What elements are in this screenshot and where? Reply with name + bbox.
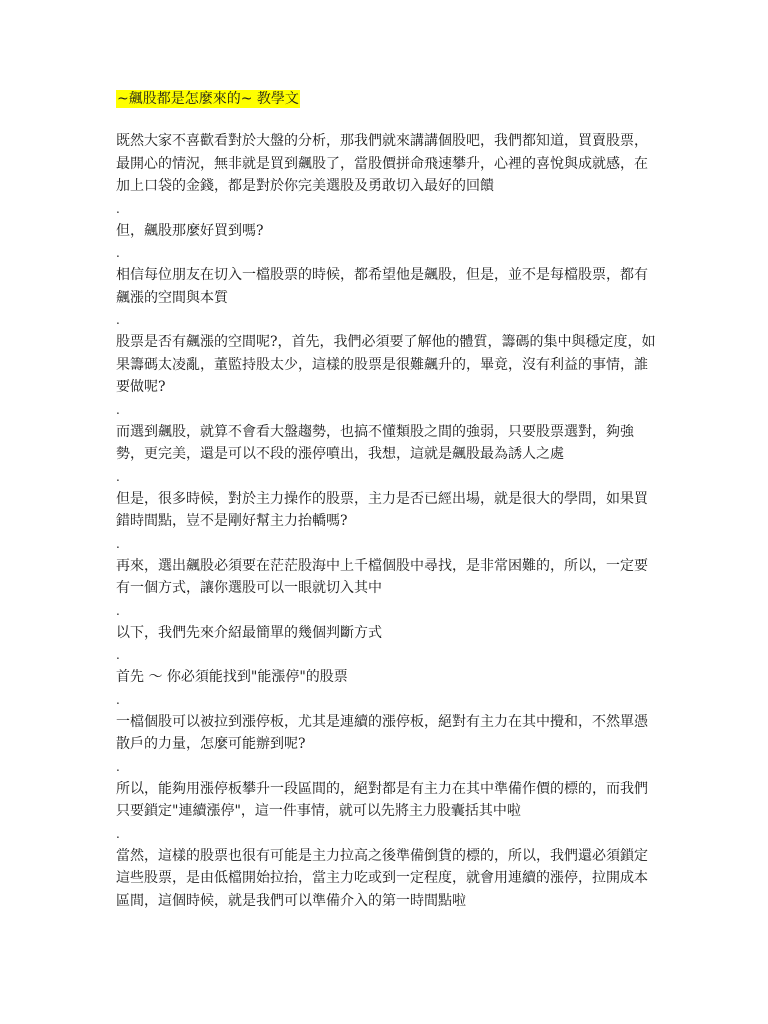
paragraph-1: 既然大家不喜歡看對於大盤的分析，那我們就來講講個股吧，我們都知道，買賣股票，最開心的情況，無非就是買到飆股了，當股價拼命飛速攀升，心裡的喜悅與成就感，在加上口袋的金錢，都是對於你完美選股及勇敢切入最好的回饋 [116,133,648,194]
paragraph-8: 以下，我們先來介紹最簡單的幾個判斷方式 [116,624,382,641]
document-title: ~飆股都是怎麼來的~ 教學文 [117,91,299,107]
paragraph-7: 再來，選出飆股必須要在茫茫股海中上千檔個股中尋找，是非常困難的，所以，一定要有一個方式，讓你選股可以一眼就切入其中 [116,557,648,596]
paragraph-separator: . [116,201,120,216]
paragraph-separator: . [116,826,120,841]
paragraph-9: 首先 ～ 你必須能找到"能漲停"的股票 [116,669,348,685]
paragraph-12: 當然，這樣的股票也很有可能是主力拉高之後準備倒貨的標的，所以，我們還必須鎖定這些股票，是由低檔開始拉抬，當主力吃或到一定程度，就會用連續的漲停，拉開成本區間，這個時候，就是我們可以準備介入的第一時間點啦 [116,847,648,909]
paragraph-separator: . [116,536,120,551]
paragraph-separator: . [116,603,120,618]
paragraph-3: 相信每位朋友在切入一檔股票的時候，都希望他是飆股，但是，並不是每檔股票，都有飆漲的空間與本質 [116,267,648,306]
paragraph-separator: . [116,469,120,484]
document-page [116,88,656,912]
paragraph-separator: . [116,402,120,417]
paragraph-5: 而選到飆股，就算不會看大盤趨勢，也搞不懂類股之間的強弱，只要股票選對，夠強勢，更完美，還是可以不段的漲停噴出，我想，這就是飆股最為誘人之處 [116,423,634,462]
paragraph-separator: . [116,246,120,260]
paragraph-separator: . [116,692,120,707]
paragraph-separator: . [116,759,120,774]
paragraph-separator: . [116,313,120,327]
paragraph-4: 股票是否有飆漲的空間呢?，首先，我們必須要了解他的體質，籌碼的集中與穩定度，如果籌碼太凌亂，董監持股太少，這樣的股票是很難飆升的，畢竟，沒有利益的事情，誰要做呢? [116,334,656,395]
paragraph-11: 所以，能夠用漲停板攀升一段區間的，絕對都是有主力在其中準備作價的標的，而我們只要鎖定"連續漲停"，這一件事情，就可以先將主力股囊括其中啦 [116,780,648,819]
paragraph-6: 但是，很多時候，對於主力操作的股票，主力是否已經出場，就是很大的學問，如果買錯時間點，豈不是剛好幫主力抬轎嗎? [116,490,648,529]
paragraph-10: 一檔個股可以被拉到漲停板，尤其是連續的漲停板，絕對有主力在其中攪和，不然單憑散戶的力量，怎麼可能辦到呢? [116,713,648,752]
paragraph-separator: . [116,648,120,662]
document-body [116,130,656,912]
paragraph-2: 但，飆股那麼好買到嗎? [116,222,264,239]
